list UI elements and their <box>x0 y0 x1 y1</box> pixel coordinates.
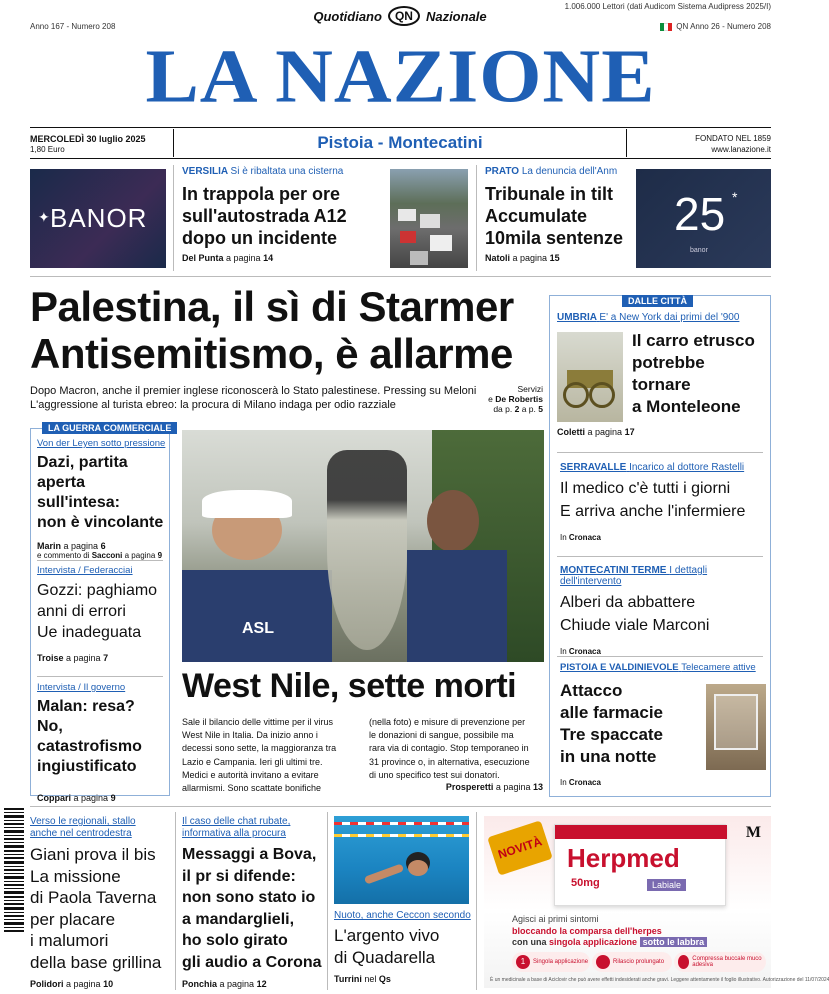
lead-summary: Dopo Macron, anche il premier inglese riconoscerà lo Stato palestinese. Pressing su Meloni L'aggressione al turista ebreo: la procura di Milano indaga per odio razziale <box>30 385 477 411</box>
west-nile-ref: Prosperetti a pagina 13 <box>445 782 543 792</box>
west-nile-col-1: Sale il bilancio delle vittime per il virus West Nile in Italia. Da inizio anno i decessi sono sette, la maggioranza tra Lazio e Campania. Ieri gli ultimi tre. Medici e autorità invitano a evitare allarmismi. Sono scattate bonifiche <box>182 717 337 794</box>
citta-s1-ref: Coletti a pagina 17 <box>557 427 635 437</box>
citta-rule-3 <box>557 656 763 657</box>
bottom-divider-1 <box>175 812 176 990</box>
ad-line-3: con una singola applicazione sotto le labbra <box>512 937 707 947</box>
banor-ad[interactable] <box>30 169 166 268</box>
guerra-s2-ref: Troise a pagina 7 <box>37 653 109 663</box>
b1-ref: Polidori a pagina 10 <box>30 979 114 989</box>
right-issue: QN Anno 26 - Numero 208 <box>676 22 771 31</box>
top-left-kicker: VERSILIA Si è ribaltata una cisterna <box>182 166 344 177</box>
top-story-left[interactable] <box>182 166 382 263</box>
qn-logo-text: QN <box>394 9 413 23</box>
barcode <box>2 808 26 936</box>
citta-story-3[interactable] <box>560 565 768 656</box>
banor-25-number: 25 <box>674 188 726 240</box>
west-nile-photo <box>182 430 544 662</box>
top-right-headline: Tribunale in tilt Accumulate 10mila sentenze <box>485 184 624 248</box>
asl-badge-text: ASL <box>242 620 274 637</box>
masthead-rule-bottom <box>30 158 771 159</box>
b2-headline: Messaggi a Bova, il pr si difende: non sono stato io a mandarglieli, ho solo girato gli audio a Corona <box>182 846 322 971</box>
guerra-s3-kicker: Intervista / Il governo <box>37 682 126 693</box>
top-right-kicker: PRATO La denuncia dell'Anm <box>485 166 618 177</box>
guerra-s1-ref: Marin a pagina 6 <box>37 541 106 551</box>
citta-s1-headline: Il carro etrusco potrebbe tornare a Monteleone <box>632 331 755 416</box>
qn-brand <box>300 6 500 26</box>
readers-note: 1.006.000 Lettori (dati Audicom Sistema Audipress 2025/I) <box>564 2 771 11</box>
pharmacy-photo <box>706 684 766 770</box>
menarini-logo-icon: M <box>745 824 761 841</box>
citta-s4-ref: In Cronaca <box>560 778 601 787</box>
nazionale-label: Nazionale <box>425 8 487 24</box>
herpmed-sub: Labiale <box>647 879 686 891</box>
guerra-s3-ref: Coppari a pagina 9 <box>37 793 116 803</box>
citta-s3-headline: Alberi da abbattere Chiude viale Marconi <box>560 594 710 634</box>
bottom-story-3[interactable] <box>334 910 474 984</box>
citta-story-2[interactable] <box>560 462 768 542</box>
banor-logo: BANOR <box>50 203 148 233</box>
edition-divider-right <box>626 129 627 157</box>
ad-disclaimer: È un medicinale a base di Aciclovir che può avere effetti indesiderati anche gravi. Leggere attentamente il foglio illustrativo. Autorizzazione del 11/07/2024 <box>490 977 829 983</box>
guerra-rule-2 <box>37 676 163 677</box>
bottom-divider-2 <box>327 812 328 990</box>
novita-badge: NOVITÀ <box>487 820 553 875</box>
top-left-ref: Del Punta a pagina 14 <box>182 253 274 263</box>
right-issue-line <box>660 22 771 31</box>
citta-rule-1 <box>557 452 763 453</box>
bottom-divider-3 <box>476 812 477 990</box>
herpmed-box <box>554 824 726 906</box>
b3-kicker: Nuoto, anche Ceccon secondo <box>334 910 471 921</box>
ad-icon-3: Compressa buccale muco adesiva <box>674 952 766 972</box>
west-nile-col-2: (nella foto) e misure di prevenzione per le donazioni di sangue, possibile ma rara via di contagio. Stop temporaneo in 31 province o, in alternativa, esecuzione di uno specifico test sui donatori. <box>369 717 530 780</box>
guerra-s3-headline: Malan: resa? No, catastrofismo ingiustificato <box>37 698 142 775</box>
issue-date: MERCOLEDÌ 30 luglio 2025 <box>30 134 146 144</box>
b1-kicker: Verso le regionali, stallo anche nel centrodestra <box>30 816 136 839</box>
masthead-rule-top <box>30 127 771 128</box>
lead-services: Servizi e De Robertis da p. 2 a p. 5 <box>488 384 543 414</box>
citta-s2-kicker: SERRAVALLE Incarico al dottore Rastelli <box>560 462 745 473</box>
italy-flag-icon <box>660 23 672 31</box>
citta-s4-headline: Attacco alle farmacie Tre spaccate in una notte <box>560 681 664 766</box>
b2-kicker: Il caso delle chat rubate, informativa alla procura <box>182 816 291 839</box>
citta-story-1[interactable] <box>557 312 767 323</box>
b2-ref: Ponchia a pagina 12 <box>182 979 267 989</box>
bottom-story-1[interactable] <box>30 816 175 989</box>
b1-headline: Giani prova il bis La missione di Paola Taverna per placare i malumori della base grillina <box>30 845 162 972</box>
issue-price: 1,80 Euro <box>30 145 65 154</box>
banor-25-star: * <box>732 189 738 205</box>
bottom-story-2[interactable] <box>182 816 327 989</box>
guerra-rule-1 <box>37 560 163 561</box>
website-label: www.lanazione.it <box>711 145 771 154</box>
main-bottom-rule <box>30 806 771 807</box>
quotidiano-label: Quotidiano <box>313 8 382 24</box>
newspaper-title: LA NAZIONE <box>145 35 656 119</box>
citta-story-4[interactable] <box>560 662 770 673</box>
edition-name: Pistoia - Montecatini <box>317 133 483 152</box>
guerra-s2-headline: Gozzi: paghiamo anni di errori Ue inadeguata <box>37 582 158 641</box>
highway-photo <box>390 169 468 268</box>
ad-icon-2: Rilascio prolungato <box>592 952 672 972</box>
herpmed-brand: Herpmed <box>567 843 680 873</box>
dalle-citta-label: DALLE CITTÀ <box>622 295 693 307</box>
citta-s4-kicker: PISTOIA E VALDINIEVOLE Telecamere attive <box>560 662 756 673</box>
etruscan-chariot-photo <box>557 332 623 422</box>
guerra-label: LA GUERRA COMMERCIALE <box>42 422 177 434</box>
top-divider-2 <box>476 165 477 271</box>
guerra-s1-comment: e commento di Sacconi a pagina 9 <box>37 551 163 560</box>
guerra-s1-headline: Dazi, partita aperta sull'intesa: non è vincolante <box>37 454 164 531</box>
citta-rule-2 <box>557 556 763 557</box>
guerra-s2-kicker: Intervista / Federacciai <box>37 565 133 576</box>
left-issue: Anno 167 - Numero 208 <box>30 22 116 31</box>
guerra-story-2[interactable] <box>37 565 167 663</box>
founded-label: FONDATO NEL 1859 <box>695 134 771 143</box>
lead-headline[interactable]: Palestina, il sì di Starmer Antisemitismo, è allarme <box>30 283 514 377</box>
west-nile-headline[interactable]: West Nile, sette morti <box>182 667 517 705</box>
guerra-story-3[interactable] <box>37 682 169 803</box>
herpmed-ad[interactable] <box>484 816 829 988</box>
guerra-s1-kicker: Von der Leyen sotto pressione <box>37 438 166 449</box>
qn-logo <box>388 6 420 26</box>
citta-s1-kicker: UMBRIA E' a New York dai primi del '900 <box>557 312 740 323</box>
top-right-ref: Natoli a pagina 15 <box>485 253 560 263</box>
b3-headline: L'argento vivo di Quadarella <box>334 926 440 967</box>
top-story-right[interactable] <box>485 166 630 263</box>
banor-25-ad[interactable] <box>636 169 771 268</box>
herpmed-dose: 50mg <box>571 877 600 889</box>
banor-star-icon: ✦ <box>38 209 50 225</box>
barcode-graphic <box>2 808 26 936</box>
ad-icon-1: 1 Singola applicazione <box>512 952 590 972</box>
swimmer-photo <box>334 816 469 904</box>
ad-line-1: Agisci ai primi sintomi <box>512 914 599 924</box>
top-row-rule <box>30 276 771 277</box>
banor-25-small: banor <box>690 247 708 254</box>
top-divider-1 <box>173 165 174 271</box>
b3-ref: Turrini nel Qs <box>334 974 391 984</box>
top-left-headline: In trappola per ore sull'autostrada A12 dopo un incidente <box>182 184 347 248</box>
ad-line-2: bloccando la comparsa dell'herpes <box>512 926 662 936</box>
guerra-story-1[interactable] <box>37 438 167 560</box>
citta-s2-ref: In Cronaca <box>560 533 601 542</box>
citta-s3-kicker: MONTECATINI TERME I dettagli dell'intervento <box>560 565 708 587</box>
citta-s3-ref: In Cronaca <box>560 647 601 656</box>
citta-s2-headline: Il medico c'è tutti i giorni E arriva anche l'infermiere <box>560 480 746 520</box>
